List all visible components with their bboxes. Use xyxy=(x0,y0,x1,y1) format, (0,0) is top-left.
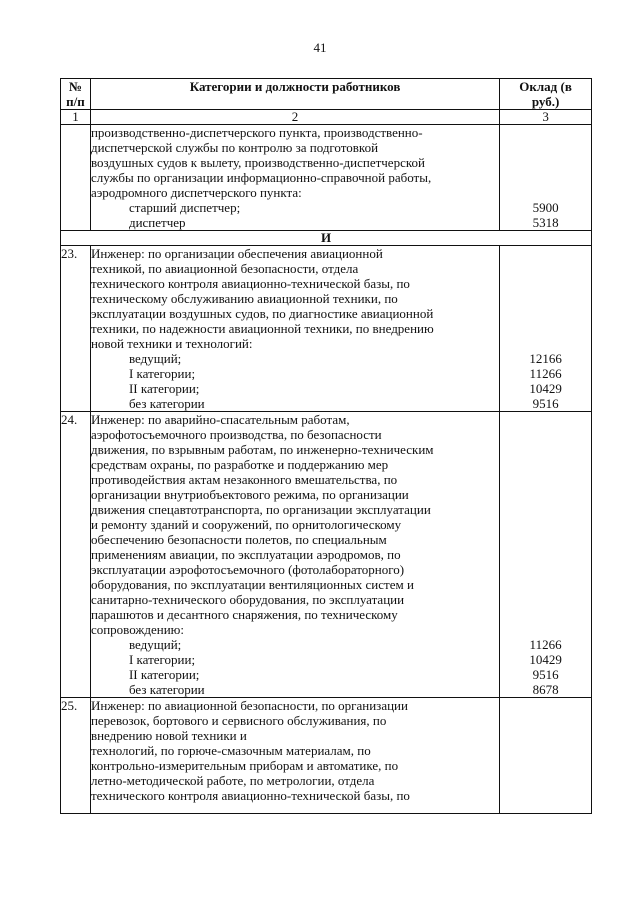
column-number-1: 1 xyxy=(61,110,91,125)
position-title: ведущий; xyxy=(128,351,182,366)
salary-value: 11266 xyxy=(529,637,562,652)
position-title: без категории xyxy=(128,396,205,411)
row-salaries xyxy=(500,246,592,412)
page-number: 41 xyxy=(313,40,327,55)
salary-value: 5900 xyxy=(532,200,559,215)
position-title: старший диспетчер; xyxy=(128,200,241,215)
position-title: II категории; xyxy=(128,381,200,396)
position-title: ведущий; xyxy=(128,637,182,652)
column-number-3: 3 xyxy=(500,110,592,125)
row-description: производственно-диспетчерского пункта, производственно- диспетчерской службы по контролю за подготовкой воздушных судов к вылету, производственно-диспетчерской службы по организации информационно-справочной работы, аэродромного диспетчерского пункта: старший диспетчер; диспетчер xyxy=(90,125,499,231)
header-number: № п/п xyxy=(61,79,91,110)
salary-value: 9516 xyxy=(532,667,559,682)
position-title: без категории xyxy=(128,682,205,697)
position-title: I категории; xyxy=(128,652,196,667)
row-salaries xyxy=(500,698,592,814)
salary-value: 8678 xyxy=(532,682,559,697)
table-row xyxy=(61,125,592,231)
table-row xyxy=(61,698,592,814)
table-row xyxy=(61,412,592,698)
row-description: Инженер: по авиационной безопасности, по организации перевозок, бортового и сервисного обслуживания, по внедрению новой техники и технологий, по горюче-смазочным материалам, по контрольно-измерительным приборам и автоматике, по летно-методической работе, по метрологии, отдела технического контроля авиационно-технической базы, по xyxy=(90,698,499,814)
salary-value: 12166 xyxy=(529,351,562,366)
header-salary: Оклад (в руб.) xyxy=(500,79,592,110)
section-letter: И xyxy=(61,231,592,246)
position-title: II категории; xyxy=(128,667,200,682)
salary-value: 10429 xyxy=(529,652,562,667)
salary-value: 9516 xyxy=(532,396,559,411)
column-number-2: 2 xyxy=(90,110,499,125)
salary-table xyxy=(60,78,592,814)
header-category: Категории и должности работников xyxy=(90,79,499,110)
row-description: Инженер: по аварийно-спасательным работам, аэрофотосъемочного производства, по безопасности движения, по взрывным работам, по инженерно-техническим средствам охраны, по разработке и поддержанию мер противодействия актам незаконного вмешательства, по организации внутриобъектового режима, по организации движения спецавтотранспорта, по организации эксплуатации и ремонту зданий и сооружений, по орнитологическому обеспечению безопасности полетов, по специальным применениям авиации, по эксплуатации аэродромов, по эксплуатации аэрофотосъемочного (фотолабораторного) оборудования, по эксплуатации вентиляционных систем и санитарно-технического оборудования, по эксплуатации парашютов и десантного снаряжения, по техническому сопровождению: ведущий; I категории; II категории; без категории xyxy=(90,412,499,698)
row-description: Инженер: по организации обеспечения авиационной техникой, по авиационной безопасности, отдела технического контроля авиационно-технической базы, по техническому обслуживанию авиационной техники, по эксплуатации воздушных судов, по диагностике авиационной техники, по надежности авиационной техники, по внедрению новой техники и технологий: ведущий; I категории; II категории; без категории xyxy=(90,246,499,412)
row-number xyxy=(61,125,91,231)
position-title: диспетчер xyxy=(128,215,186,230)
row-salaries xyxy=(500,412,592,698)
row-number: 23. xyxy=(61,246,91,412)
position-title: I категории; xyxy=(128,366,196,381)
salary-value: 10429 xyxy=(529,381,562,396)
row-number: 25. xyxy=(61,698,91,814)
salary-value: 11266 xyxy=(529,366,562,381)
table-row xyxy=(61,246,592,412)
row-number: 24. xyxy=(61,412,91,698)
column-number-row xyxy=(61,110,592,125)
row-salaries xyxy=(500,125,592,231)
section-row xyxy=(61,231,592,246)
table-header-row xyxy=(61,79,592,110)
salary-value: 5318 xyxy=(532,215,559,230)
